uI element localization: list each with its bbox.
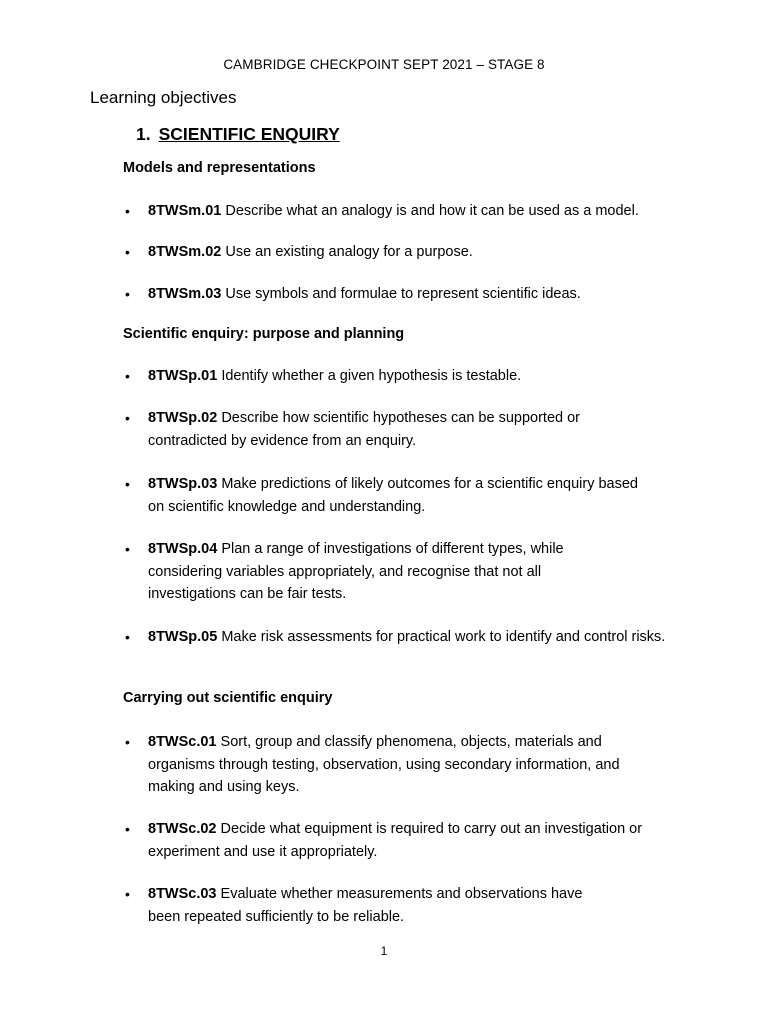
objective-text: Identify whether a given hypothesis is testable. xyxy=(217,368,522,384)
objective-text: Use an existing analogy for a purpose. xyxy=(221,244,473,260)
objective-code: 8TWSp.02 xyxy=(148,410,218,426)
bullet-icon: • xyxy=(125,821,130,837)
objective-code: 8TWSp.01 xyxy=(148,368,218,384)
objective-text: Plan a range of investigations of different types, while considering variables appropriately, and recognise that not all investigations can be fair tests. xyxy=(148,541,564,602)
learning-objectives-title: Learning objectives xyxy=(90,88,237,107)
section-title xyxy=(136,124,340,145)
objective-code: 8TWSm.02 xyxy=(148,244,222,260)
objective-text: Make risk assessments for practical work to identify and control risks. xyxy=(217,629,666,645)
objective-code: 8TWSc.01 xyxy=(148,734,217,750)
subheading-planning: Scientific enquiry: purpose and planning xyxy=(123,326,405,342)
objective-code: 8TWSm.01 xyxy=(148,203,222,219)
bullet-icon: • xyxy=(125,203,130,219)
objective-code: 8TWSp.04 xyxy=(148,541,218,557)
objective-text: Sort, group and classify phenomena, objects, materials and organisms through testing, observation, using secondary information, and making and using keys. xyxy=(148,734,620,795)
objective-text: Make predictions of likely outcomes for a scientific enquiry based on scientific knowledge and understanding. xyxy=(148,476,638,515)
objective-text: Evaluate whether measurements and observations have been repeated sufficiently to be reliable. xyxy=(148,886,583,925)
bullet-icon: • xyxy=(125,244,130,260)
bullet-icon: • xyxy=(125,629,130,645)
objective-text: Use symbols and formulae to represent scientific ideas. xyxy=(221,286,581,302)
page-number: 1 xyxy=(380,944,388,958)
subheading-carrying-out: Carrying out scientific enquiry xyxy=(123,690,333,706)
objective-code: 8TWSm.03 xyxy=(148,286,222,302)
bullet-icon: • xyxy=(125,886,130,902)
objective-code: 8TWSp.05 xyxy=(148,629,218,645)
bullet-icon: • xyxy=(125,286,130,302)
section-number: 1. xyxy=(136,124,151,144)
objective-code: 8TWSc.03 xyxy=(148,886,217,902)
section-title-text: SCIENTIFIC ENQUIRY xyxy=(158,124,340,144)
bullet-icon: • xyxy=(125,541,130,557)
objective-code: 8TWSc.02 xyxy=(148,821,217,837)
objective-text: Describe what an analogy is and how it can be used as a model. xyxy=(221,203,639,219)
objective-code: 8TWSp.03 xyxy=(148,476,218,492)
bullet-icon: • xyxy=(125,410,130,426)
bullet-icon: • xyxy=(125,368,130,384)
page-header: CAMBRIDGE CHECKPOINT SEPT 2021 – STAGE 8 xyxy=(223,57,545,72)
objective-text: Decide what equipment is required to carry out an investigation or experiment and use it appropriately. xyxy=(148,821,643,860)
subheading-models: Models and representations xyxy=(123,160,316,176)
bullet-icon: • xyxy=(125,734,130,750)
objective-text: Describe how scientific hypotheses can be supported or contradicted by evidence from an enquiry. xyxy=(148,410,580,449)
bullet-icon: • xyxy=(125,476,130,492)
